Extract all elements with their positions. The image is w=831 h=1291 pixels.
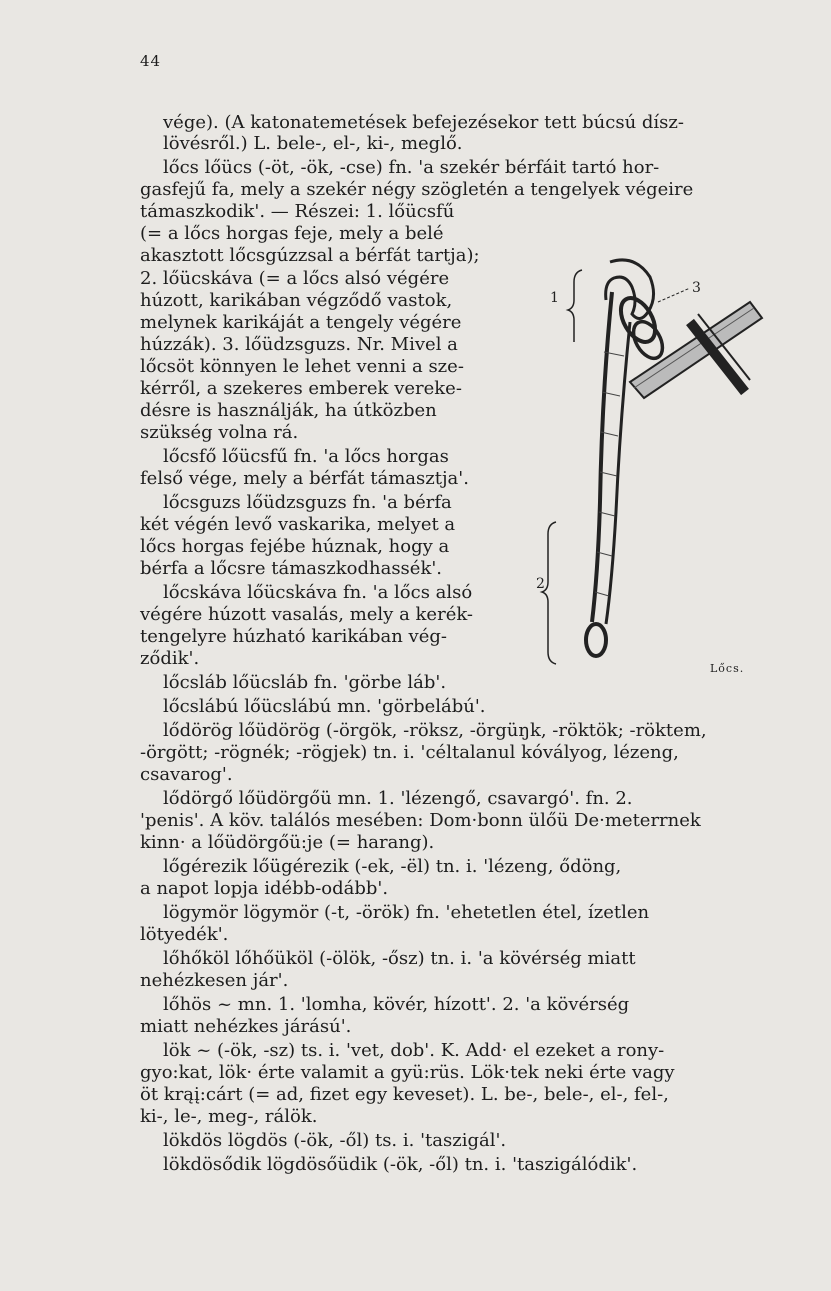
text-line: lőgérezik lőügérezik (-ek, -ël) tn. i. 'lézeng, ődöng,: [163, 856, 622, 877]
figure-label-1: 1: [550, 290, 559, 306]
text-line: gyo:kat, lök· érte valamit a gyü:rüs. Lök·tek neki érte vagy: [140, 1062, 675, 1083]
text-line: szükség volna rá.: [140, 422, 299, 443]
figure-caption: Lőcs.: [710, 662, 745, 675]
text-line: felső vége, mely a bérfát támasztja'.: [140, 468, 469, 489]
text-line: lőcsfő lőücsfű fn. 'a lőcs horgas: [163, 446, 449, 467]
text-line: 2. lőücskáva (= a lőcs alsó végére: [140, 268, 450, 289]
text-line: tengelyre húzható karikában vég-: [140, 626, 447, 647]
locs-drawing-icon: [536, 252, 780, 692]
text-line: lőcskáva lőücskáva fn. 'a lőcs alsó: [163, 582, 473, 603]
text-line: húzzák). 3. lőüdzsguzs. Nr. Mivel a: [140, 334, 458, 355]
text-line: ződik'.: [140, 648, 200, 669]
figure-label-3: 3: [692, 280, 701, 296]
text-line: lőhőköl lőhőüköl (-ölök, -ősz) tn. i. 'a kövérség miatt: [163, 948, 636, 969]
text-line: lőcsguzs lőüdzsguzs fn. 'a bérfa: [163, 492, 452, 513]
text-line: öt krąį:cárt (= ad, fizet egy keveset). L. be-, bele-, el-, fel-,: [140, 1084, 669, 1105]
text-line: lötyedék'.: [140, 924, 229, 945]
text-line: 'penis'. A köv. találós mesében: Dom·bonn ülőü De·meterrnek: [140, 810, 701, 831]
text-line: a napot lopja idébb-odább'.: [140, 878, 389, 899]
text-line: désre is használják, ha útközben: [140, 400, 437, 421]
text-line: nehézkesen jár'.: [140, 970, 289, 991]
text-line: lőcslábú lőücslábú mn. 'görbelábú'.: [163, 696, 486, 717]
text-line: támaszkodik'. — Részei: 1. lőücsfű: [140, 201, 455, 222]
text-line: lökdösődik lögdösőüdik (-ök, -ől) tn. i. 'taszigálódik'.: [163, 1154, 638, 1175]
text-line: lök ~ (-ök, -sz) ts. i. 'vet, dob'. K. Add· el ezeket a rony-: [163, 1040, 665, 1061]
text-line: lögymör lögymör (-t, -örök) fn. 'ehetetlen étel, ízetlen: [163, 902, 650, 923]
text-line: húzott, karikában végződő vastok,: [140, 290, 453, 311]
text-line: lőcsöt könnyen le lehet venni a sze-: [140, 356, 464, 377]
text-line: ki-, le-, meg-, rálök.: [140, 1106, 318, 1127]
text-line: melynek karikáját a tengely végére: [140, 312, 462, 333]
text-line: lőcs horgas fejébe húznak, hogy a: [140, 536, 450, 557]
text-line: lőhös ~ mn. 1. 'lomha, kövér, hízott'. 2. 'a kövérség: [163, 994, 630, 1015]
text-line: lövésről.) L. bele-, el-, ki-, meglő.: [163, 133, 463, 154]
text-line: végére húzott vasalás, mely a kerék-: [140, 604, 474, 625]
text-line: lőcsláb lőücsláb fn. 'görbe láb'.: [163, 672, 447, 693]
text-line: gasfejű fa, mely a szekér négy szögletén a tengelyek végeire: [140, 179, 694, 200]
text-line: vége). (A katonatemetések befejezésekor tett búcsú dísz-: [163, 112, 684, 133]
text-line: két végén levő vaskarika, melyet a: [140, 514, 456, 535]
text-line: bérfa a lőcsre támaszkodhassék'.: [140, 558, 443, 579]
text-line: lődörgő lőüdörgőü mn. 1. 'lézengő, csavargó'. fn. 2.: [163, 788, 633, 809]
figure-label-2: 2: [536, 576, 545, 592]
text-line: miatt nehézkes járású'.: [140, 1016, 352, 1037]
page-number: 44: [140, 52, 162, 70]
text-line: kérről, a szekeres emberek vereke-: [140, 378, 462, 399]
text-line: lökdös lögdös (-ök, -ől) ts. i. 'taszigál'.: [163, 1130, 507, 1151]
text-line: csavarog'.: [140, 764, 233, 785]
text-line: -örgött; -rögnék; -rögjek) tn. i. 'céltalanul kóvályog, lézeng,: [140, 742, 679, 763]
text-line: kinn· a lőüdörgőü:je (= harang).: [140, 832, 435, 853]
text-line: lődörög lőüdörög (-örgök, -röksz, -örgüŋk, -röktök; -röktem,: [163, 720, 707, 741]
locs-illustration: [536, 252, 780, 692]
text-line: (= a lőcs horgas feje, mely a belé: [140, 223, 444, 244]
text-line: lőcs lőücs (-öt, -ök, -cse) fn. 'a szekér bérfáit tartó hor-: [163, 157, 660, 178]
text-line: akasztott lőcsgúzzsal a bérfát tartja);: [140, 245, 480, 266]
